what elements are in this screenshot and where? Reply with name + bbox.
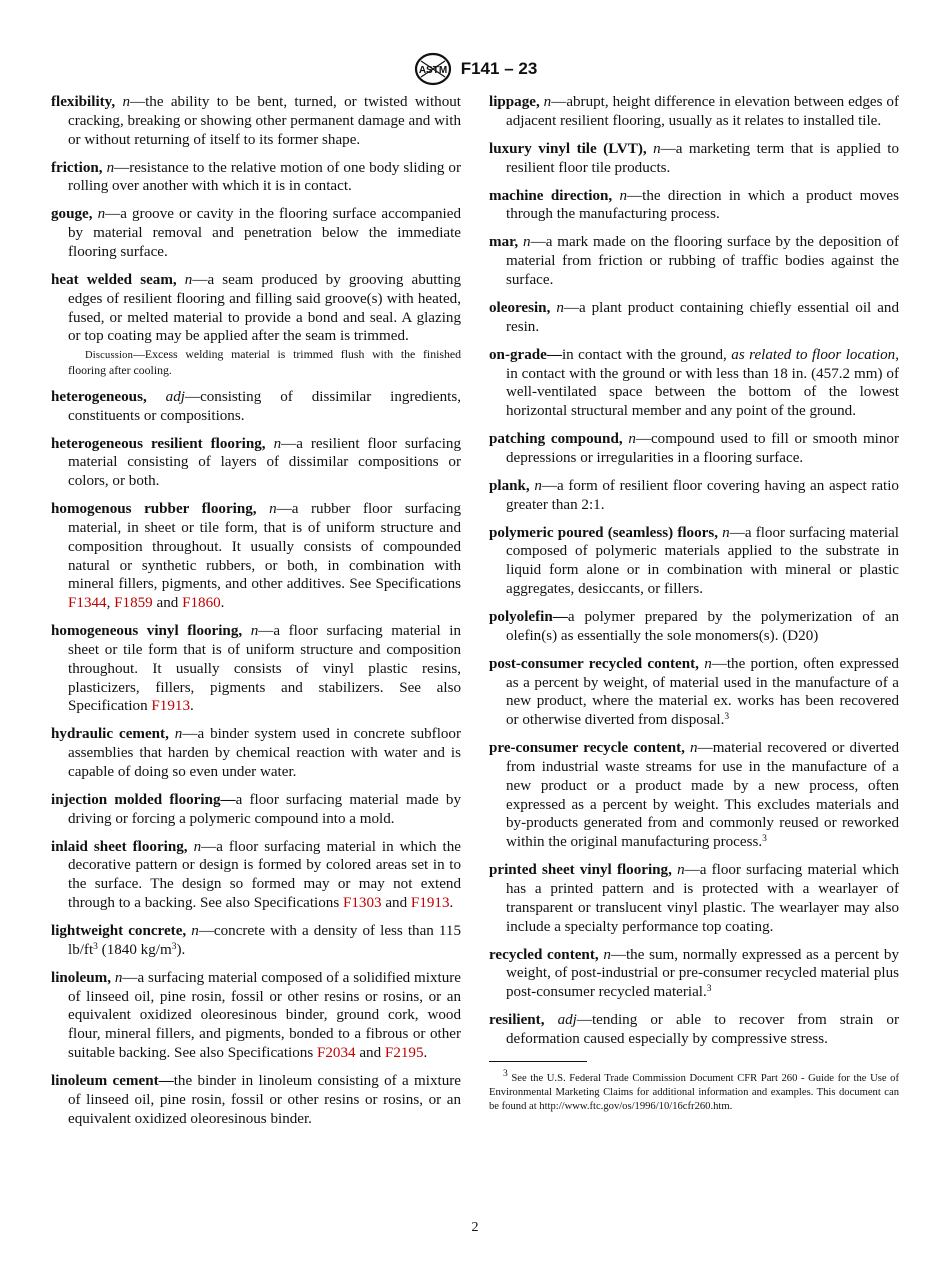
astm-logo-icon (413, 52, 453, 86)
spec-link-f1860[interactable]: F1860 (182, 595, 221, 612)
term-entry-patching-compound: patching compound, n—compound used to fill or smooth minor depressions or irregularities in a flooring surface. (489, 431, 899, 466)
spec-link-f1859[interactable]: F1859 (114, 595, 153, 612)
term-entry-oleoresin: oleoresin, n—a plant product containing chiefly essential oil and resin. (489, 299, 899, 335)
term-entry-plank: plank, n—a form of resilient floor covering having an aspect ratio greater than 2:1. (489, 477, 899, 513)
term-entry-linoleum: linoleum, n—a surfacing material composed of a solidified mixture of linseed oil, pine rosin, fossil or other resins or rosins, or an equivalent oxidized oleoresinous binder, ground cork, wood flour, mineral fillers, and pigments, bonded to a fibrous or other suitable backing. See also Specifications F2034 and F2195. (51, 969, 462, 1062)
page-number: 2 (471, 1220, 479, 1235)
left-column (51, 93, 461, 1138)
term-entry-polymeric-poured-floors: polymeric poured (seamless) floors, n—a floor surfacing material composed of polymeric materials applied to the substrate in liquid form alone or in combination with mineral or plastic aggregates, desiccants, or fillers. (489, 524, 899, 598)
spec-link-f1303[interactable]: F1303 (342, 895, 382, 912)
term-entry-post-consumer-recycled-content: post-consumer recycled content, n—the portion, often expressed as a percent by weight, of material used in the manufacture of a new product, where the material ex. works has been recovered or otherwise diverted from disposal.$^3$ (489, 655, 899, 729)
footnote-divider (489, 1061, 587, 1062)
term-entry-heterogeneous-resilient-flooring: heterogeneous resilient flooring, n—a resilient floor surfacing material consisting of layers of dissimilar compositions or colors, or both. (51, 435, 461, 490)
term-entry-homogeneous-vinyl-flooring: homogeneous vinyl flooring, n—a floor surfacing material in sheet or tile form that is of uniform structure and composition throughout. It usually consists of vinyl plastic resins, plasticizers, fillers, pigments and stabilizers. See also Specification F1913. (51, 623, 461, 715)
term-entry-printed-sheet-vinyl-flooring: printed sheet vinyl flooring, n—a floor surfacing material which has a printed pattern and is protected with a wearlayer of transparent or translucent vinyl plastic. The wearlayer may also include a specialty performance top coating. (489, 862, 900, 935)
footnote-marker[interactable]: 3 (762, 834, 767, 845)
term-entry-linoleum-cement: linoleum cement—the binder in linoleum consisting of a mixture of linseed oil, pine rosin, fossil or other resins or rosins, or an equivalent oxidized oleoresinous binder. (51, 1073, 462, 1127)
term-entry-polyolefin: polyolefin—a polymer prepared by the polymerization of an olefin(s) as essentially the sole monomers(s). (D20) (489, 609, 899, 644)
term-entry-lvt: luxury vinyl tile (LVT), n—a marketing term that is applied to resilient floor tile products. (489, 140, 899, 176)
spec-link-f1913[interactable]: F1913 (410, 895, 450, 912)
term-entry-lightweight-concrete: lightweight concrete, n—concrete with a density of less than 115 $lb/ft^3$ (1840 $kg/m^3$). (51, 923, 461, 958)
spec-link-f2195[interactable]: F2195 (384, 1045, 424, 1062)
page-header (0, 52, 950, 86)
discussion-note: Discussion—Excess welding material is trimmed flush with the finished flooring after cooling. (68, 347, 461, 378)
designation: F141 – 23 (460, 59, 538, 78)
term-entry-lippage: lippage, n—abrupt, height difference in elevation between edges of adjacent resilient flooring, usually as it relates to installed tile. (489, 94, 899, 129)
term-entry-heat-welded-seam: heat welded seam, n—a seam produced by grooving abutting edges of resilient flooring and filling said groove(s) with heated, fused, or melted material to provide a bond and seal. A glazing or top coating may be applied after the seam is trimmed. (51, 271, 461, 345)
spec-link-f2034[interactable]: F2034 (316, 1045, 356, 1062)
term-entry-heterogeneous: heterogeneous, adj—consisting of dissimilar ingredients, constituents or compositions. (51, 388, 462, 424)
term-entry-inlaid-sheet-flooring: inlaid sheet flooring, n—a floor surfacing material in which the decorative pattern or design is formed by colored areas set in to the surface. The design so formed may or may not extend through to a backing. See also Specifications F1303 and F1913. (51, 838, 461, 912)
spec-link-f1913[interactable]: F1913 (151, 698, 190, 715)
term-entry-friction: friction, n—resistance to the relative motion of one body sliding or rolling over another with which it is in contact. (51, 159, 462, 195)
spec-link-f1344[interactable]: F1344 (68, 595, 107, 612)
term-entry-resilient: resilient, adj—tending or able to recover from strain or deformation caused especially by compressive stress. (489, 1012, 899, 1047)
footnote: $^3$ See the U.S. Federal Trade Commission Document CFR Part 260 - Guide for the Use of Environmental Marketing Claims for additional information and examples. This document can be found at http://www.ftc.gov/os/1996/10/16cfr260.htm. (489, 1068, 899, 1113)
term-entry-recycled-content: recycled content, n—the sum, normally expressed as a percent by weight, of post-industrial or pre-consumer recycled material plus post-consumer recycled material.$^3$ (489, 946, 899, 1001)
term-entry-on-grade: on-grade—in contact with the ground, as related to floor location, in contact with the ground or with less than 18 in. (457.2 mm) of well-ventilated space between the bottom of the lowest horizontal structural member and any point of the ground. (489, 346, 899, 420)
logo-text: ASTM (418, 65, 447, 76)
footnote-marker[interactable]: 3 (706, 984, 712, 995)
term-entry-gouge: gouge, n—a groove or cavity in the flooring surface accompanied by material removal and penetration below the immediate flooring surface. (51, 206, 461, 260)
term-entry-machine-direction: machine direction, n—the direction in which a product moves through the manufacturing process. (489, 187, 899, 223)
term-entry-mar: mar, n—a mark made on the flooring surface by the deposition of material from friction or rubbing of traffic bodies against the surface. (489, 234, 899, 288)
term-entry-hydraulic-cement: hydraulic cement, n—a binder system used in concrete subfloor assemblies that harden by chemical reaction with water and is capable of doing so even under water. (51, 726, 462, 780)
right-column (489, 93, 899, 1114)
footnote-marker[interactable]: 3 (724, 712, 730, 723)
term-entry-pre-consumer-recycle-content: pre-consumer recycle content, n—material recovered or diverted from industrial waste streams for use in the manufacture of a new product or a product made by a new process, often expressed as a percent by weight. This excludes materials and by-products generated from and commonly reused or reworked within the original manufacturing process.$^3$ (489, 740, 899, 851)
term-entry-injection-molded-flooring: injection molded flooring—a floor surfacing material made by driving or forcing a polymeric compound into a mold. (51, 791, 461, 827)
term-entry-homogenous-rubber-flooring: homogenous rubber flooring, n—a rubber floor surfacing material, in sheet or tile form, that is of uniform structure and composition throughout. It usually consists of compounded natural or synthetic rubbers, or both, in combination with mineral fillers, pigments, and other additives. See Specifications F1344, F1859 and F1860. (51, 501, 461, 612)
term-entry-flexibility: flexibility, n—the ability to be bent, turned, or twisted without cracking, breaking or showing other permanent damage and with or without returning of itself to its former shape. (51, 94, 461, 148)
